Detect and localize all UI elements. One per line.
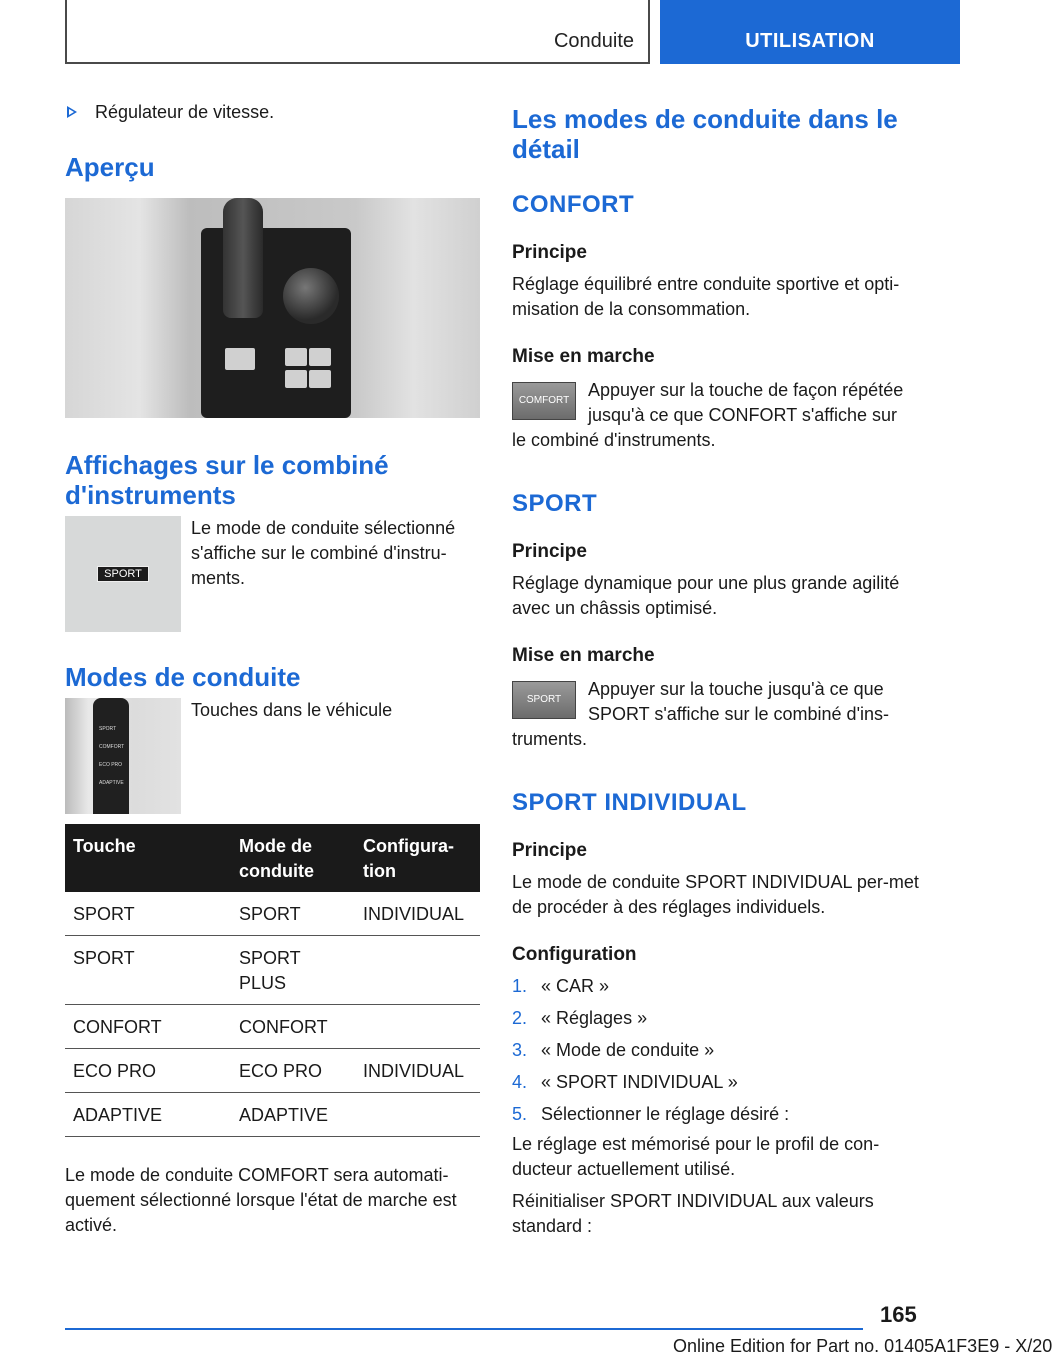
table-header-cell: Mode de conduite <box>231 824 355 892</box>
table-cell: CONFORT <box>231 1005 355 1049</box>
sport-start-line: Appuyer sur la touche jusqu'à ce que <box>588 679 884 699</box>
table-row <box>65 1049 480 1093</box>
overview-title: Aperçu <box>65 152 155 182</box>
list-item: 4. « SPORT INDIVIDUAL » <box>512 1072 738 1092</box>
sport-principle-text: Réglage dynamique pour une plus grande agilité avec un châssis optimisé. <box>512 573 900 618</box>
table-row <box>65 1093 480 1137</box>
table-cell: SPORT <box>231 892 355 936</box>
table-row <box>65 936 480 1005</box>
table-header-cell: Touche <box>65 824 231 892</box>
table-row <box>65 1005 480 1049</box>
modes-text: Touches dans le véhicule <box>191 700 393 720</box>
bullet-text: Régulateur de vitesse. <box>95 102 275 122</box>
table-cell: SPORT PLUS <box>231 936 355 1005</box>
sport-display-image <box>65 516 181 632</box>
list-item: 5. Sélectionner le réglage désiré : <box>512 1104 790 1124</box>
individual-heading: SPORT INDIVIDUAL <box>512 789 747 816</box>
footer-divider <box>65 1328 863 1330</box>
chapter-title: Conduite <box>553 30 634 52</box>
modes-block <box>65 698 480 816</box>
table-cell: SPORT <box>65 936 231 1005</box>
sport-tag: SPORT <box>97 566 149 582</box>
list-item: 1. « CAR » <box>512 976 610 996</box>
confort-start-line: jusqu'à ce que CONFORT s'affiche sur <box>588 405 898 425</box>
confort-start-line: Appuyer sur la touche de façon répétée <box>588 380 904 400</box>
displays-block <box>65 516 480 634</box>
header-section-tab <box>660 0 960 64</box>
comfort-button-label: COMFORT <box>518 395 570 406</box>
modes-title: Modes de conduite <box>65 662 301 692</box>
page-number: 165 <box>880 1302 917 1327</box>
comfort-button-image <box>512 382 576 420</box>
sport-start-block <box>512 677 927 752</box>
sport-button-image <box>512 681 576 719</box>
individual-principle-text: Le mode de conduite SPORT INDIVIDUAL per-met de procéder à des réglages individuels. <box>512 872 919 917</box>
table-cell: ECO PRO <box>231 1049 355 1093</box>
table-cell: ADAPTIVE <box>65 1093 231 1137</box>
table-row <box>65 892 480 936</box>
detail-title: Les modes de conduite dans le détail <box>512 104 898 164</box>
displays-text: Le mode de conduite sélectionné s'affiche sur le combiné d'instru-ments. <box>191 518 456 588</box>
table-cell <box>355 1093 480 1137</box>
modes-table <box>65 824 480 1137</box>
sport-start-line: truments. <box>512 729 588 749</box>
confort-start-block <box>512 378 927 453</box>
triangle-bullet-icon <box>67 106 77 118</box>
confort-principle-label: Principe <box>512 242 587 263</box>
footer-edition: Online Edition for Part no. 01405A1F3E9 - X/20 <box>673 1336 1052 1356</box>
table-header-row <box>65 824 480 892</box>
confort-heading: CONFORT <box>512 191 635 218</box>
table-cell: ADAPTIVE <box>231 1093 355 1137</box>
displays-title: Affichages sur le combiné d'instruments <box>65 450 389 510</box>
bullet-item <box>65 100 480 124</box>
after-table-text: Le mode de conduite COMFORT sera automati-quement sélectionné lorsque l'état de marche est activé. <box>65 1165 457 1235</box>
individual-principle-label: Principe <box>512 840 587 861</box>
left-column <box>65 100 480 1238</box>
configuration-steps <box>512 974 927 1127</box>
sport-start-line: SPORT s'affiche sur le combiné d'ins- <box>588 704 890 724</box>
header-chapter-box <box>65 0 650 64</box>
mode-keys-image: SPORT COMFORT ECO PRO ADAPTIVE <box>65 698 181 814</box>
table-cell: INDIVIDUAL <box>355 1049 480 1093</box>
table-cell: CONFORT <box>65 1005 231 1049</box>
section-title: UTILISATION <box>745 30 875 52</box>
sport-button-label: SPORT <box>526 694 562 705</box>
center-console-image <box>65 198 480 418</box>
table-cell: INDIVIDUAL <box>355 892 480 936</box>
table-cell <box>355 936 480 1005</box>
reset-text: Réinitialiser SPORT INDIVIDUAL aux valeurs standard : <box>512 1191 874 1236</box>
configuration-label: Configuration <box>512 944 637 965</box>
right-column <box>512 100 927 1239</box>
table-header-cell: Configura-tion <box>355 824 480 892</box>
confort-start-label: Mise en marche <box>512 346 655 367</box>
saved-text: Le réglage est mémorisé pour le profil de con-ducteur actuellement utilisé. <box>512 1134 880 1179</box>
sport-principle-label: Principe <box>512 541 587 562</box>
list-item: 2. « Réglages » <box>512 1008 648 1028</box>
confort-principle-text: Réglage équilibré entre conduite sportive et opti-misation de la consommation. <box>512 274 900 319</box>
table-cell: SPORT <box>65 892 231 936</box>
list-item: 3. « Mode de conduite » <box>512 1040 715 1060</box>
confort-start-line: le combiné d'instruments. <box>512 430 716 450</box>
table-cell <box>355 1005 480 1049</box>
sport-heading: SPORT <box>512 490 598 517</box>
sport-start-label: Mise en marche <box>512 645 655 666</box>
table-cell: ECO PRO <box>65 1049 231 1093</box>
